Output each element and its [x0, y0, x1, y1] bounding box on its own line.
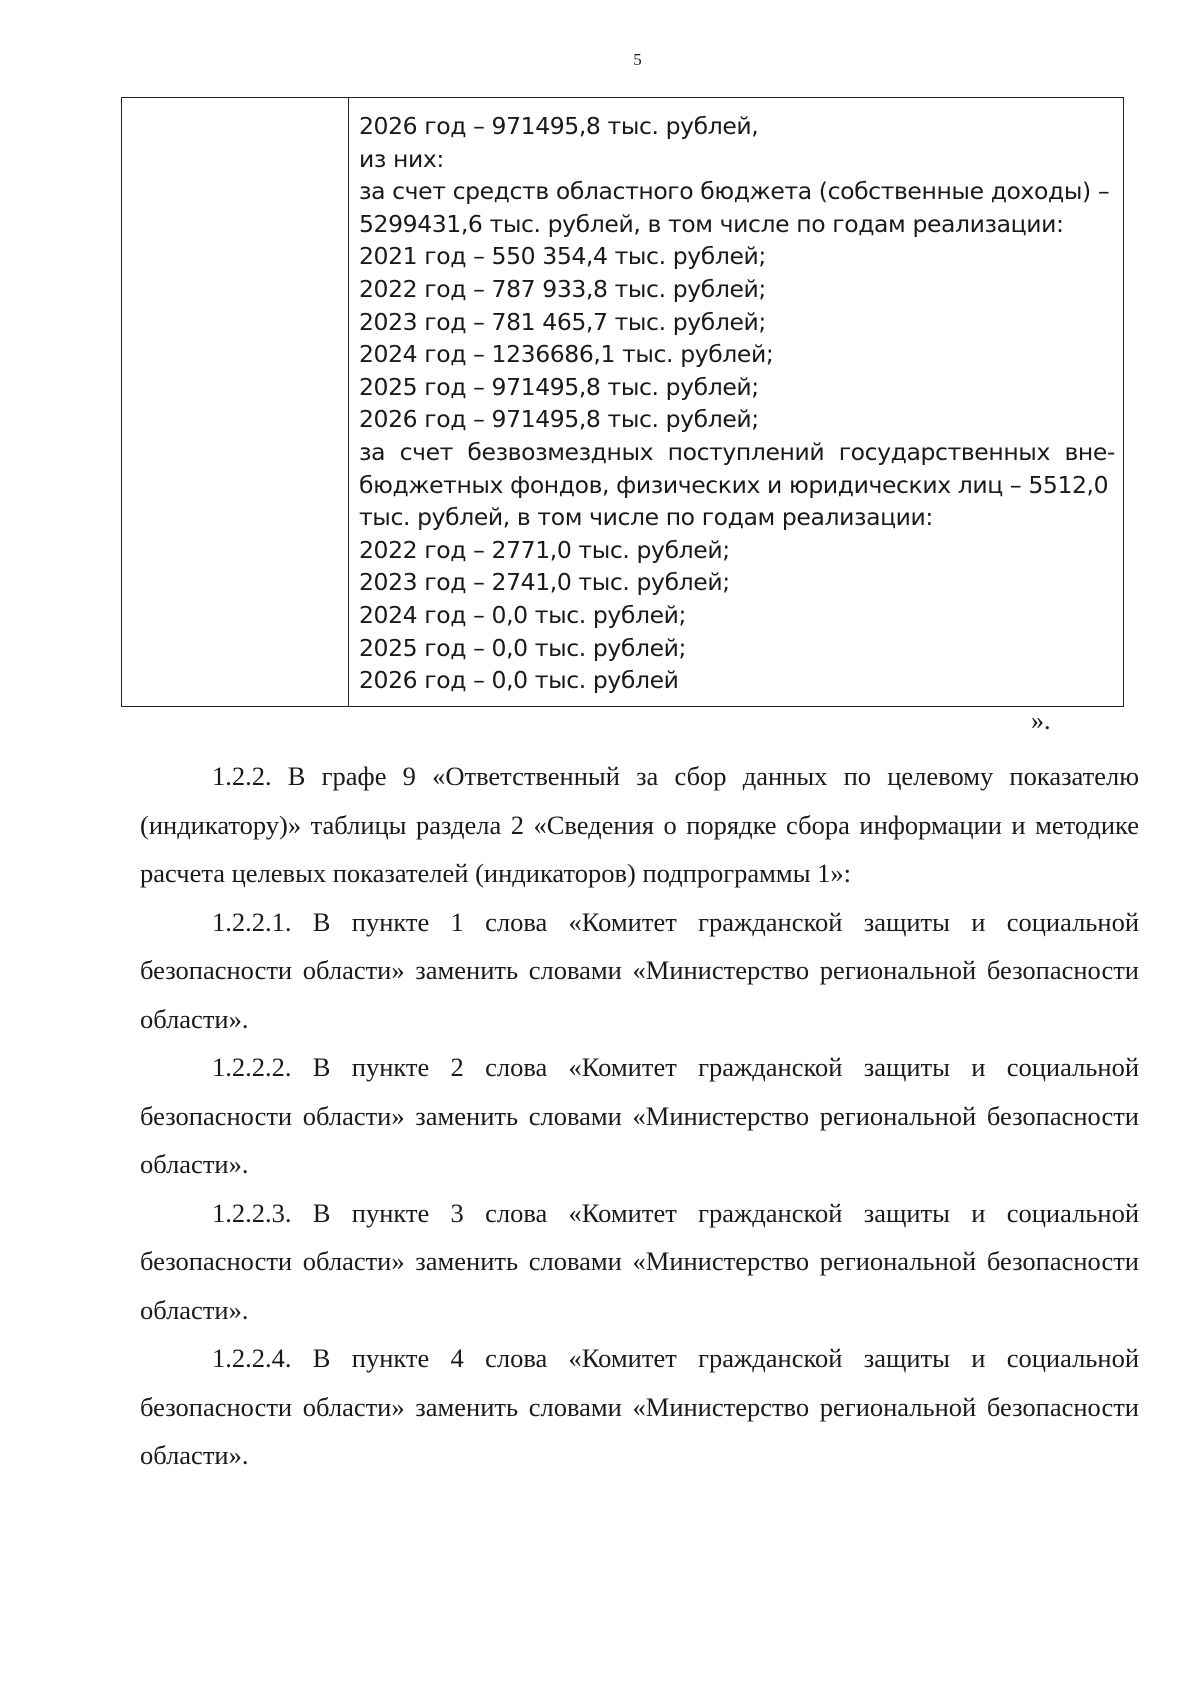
paragraph-1-2-2-2: 1.2.2.2. В пункте 2 слова «Комитет гражданской защиты и социальной безопасности области» заменить словами «Министерство региональной безопасности области».: [140, 1052, 1139, 1179]
table-line: 2022 год – 787 933,8 тыс. рублей;: [359, 274, 766, 303]
table-line: бюджетных фондов, физических и юридических лиц – 5512,0: [359, 470, 1109, 499]
body-text: [140, 752, 1139, 1480]
table-line: 2021 год – 550 354,4 тыс. рублей;: [359, 242, 766, 271]
table-line: тыс. рублей, в том числе по годам реализации:: [359, 503, 933, 532]
page-number: 5: [633, 50, 642, 69]
table-line: 5299431,6 тыс. рублей, в том числе по годам реализации:: [359, 209, 1064, 238]
funding-table: [121, 97, 1124, 707]
table-line: 2023 год – 781 465,7 тыс. рублей;: [359, 307, 766, 336]
table-line: 2025 год – 971495,8 тыс. рублей;: [359, 372, 759, 401]
paragraph-1-2-2-1: 1.2.2.1. В пункте 1 слова «Комитет гражданской защиты и социальной безопасности области» заменить словами «Министерство региональной безопасности области».: [140, 906, 1139, 1034]
table-right-cell: [359, 110, 1115, 697]
table-left-cell: [122, 98, 349, 706]
paragraph-1-2-2: 1.2.2. В графе 9 «Ответственный за сбор данных по целевому показателю (индикатору)» таблицы раздела 2 «Сведения о порядке сбора информации и методике расчета целевых показателей (индикаторов) подпрограммы 1»:: [140, 761, 1139, 888]
table-line: 2024 год – 1236686,1 тыс. рублей;: [359, 340, 774, 369]
closing-quote: ».: [1031, 706, 1051, 735]
table-line: 2022 год – 2771,0 тыс. рублей;: [359, 535, 730, 564]
paragraph-1-2-2-3: 1.2.2.3. В пункте 3 слова «Комитет гражданской защиты и социальной безопасности области» заменить словами «Министерство региональной безопасности области».: [140, 1197, 1139, 1325]
table-line: 2026 год – 971495,8 тыс. рублей;: [359, 405, 759, 434]
table-line: из них:: [359, 144, 444, 173]
table-line: 2026 год – 0,0 тыс. рублей: [359, 666, 679, 695]
table-line: 2024 год – 0,0 тыс. рублей;: [359, 600, 687, 629]
table-line: за счет безвозмездных поступлений государственных вне-: [359, 437, 1115, 466]
table-line: 2026 год – 971495,8 тыс. рублей,: [359, 112, 759, 140]
table-line: 2023 год – 2741,0 тыс. рублей;: [359, 568, 730, 597]
table-line: за счет средств областного бюджета (собственные доходы) –: [359, 177, 1110, 206]
table-line: 2025 год – 0,0 тыс. рублей;: [359, 633, 687, 662]
paragraph-1-2-2-4: 1.2.2.4. В пункте 4 слова «Комитет гражданской защиты и социальной безопасности области» заменить словами «Министерство региональной безопасности области».: [140, 1343, 1139, 1470]
